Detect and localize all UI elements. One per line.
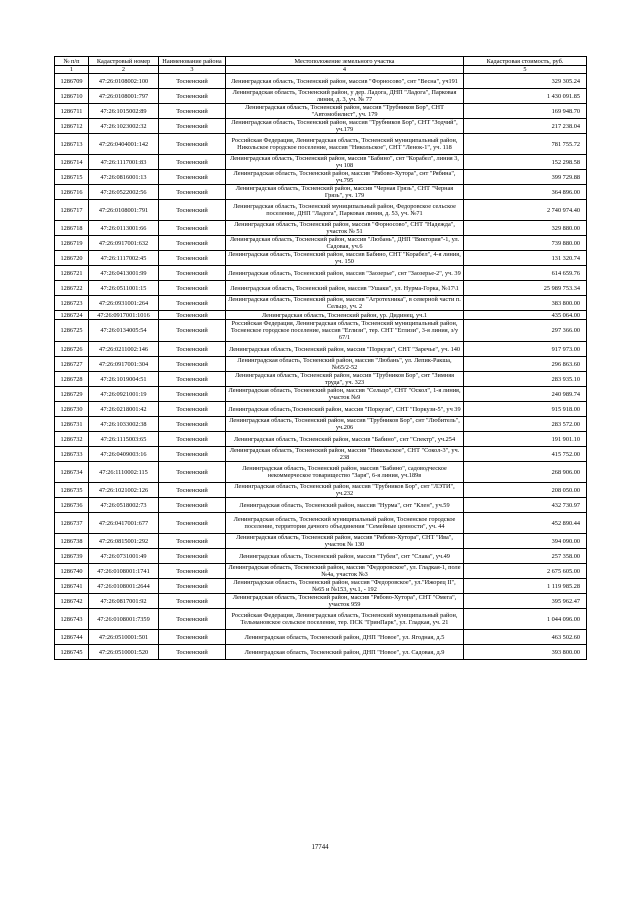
table-row (55, 549, 587, 564)
district-name: Тосненский (159, 498, 226, 513)
row-number: 1286734 (55, 462, 89, 483)
row-number: 1286725 (55, 320, 89, 342)
cadastral-cost: 257 358.00 (464, 549, 587, 564)
cadastral-number: 47:26:1023002:32 (89, 119, 159, 134)
location-address: Ленинградская область, Тосненский район, массив "Рябово-Хутора", СНТ "Омега", участок 959 (226, 594, 464, 609)
table-row (55, 155, 587, 170)
row-number: 1286709 (55, 74, 89, 89)
row-number: 1286745 (55, 645, 89, 660)
table-header-row (55, 57, 587, 66)
district-name: Тосненский (159, 462, 226, 483)
cadastral-number: 47:26:0917001:304 (89, 357, 159, 372)
row-number: 1286718 (55, 221, 89, 236)
district-name: Тосненский (159, 296, 226, 311)
district-name: Тосненский (159, 89, 226, 104)
row-number: 1286730 (55, 402, 89, 417)
row-number: 1286712 (55, 119, 89, 134)
location-address: Ленинградская область,Тосненский район, массив "Поркузи", СНТ "Поркузи-5", уч 39 (226, 402, 464, 417)
cadastral-cost: 383 800.00 (464, 296, 587, 311)
district-name: Тосненский (159, 200, 226, 221)
row-number: 1286737 (55, 513, 89, 534)
cadastral-number: 47:26:1117002:45 (89, 251, 159, 266)
location-address: Ленинградская область, Тосненский район, массив "Сельцо", СНТ "Оскол", 1-я линия, участок №9 (226, 387, 464, 402)
table-row (55, 200, 587, 221)
cadastral-number: 47:26:0404001:142 (89, 134, 159, 155)
row-number: 1286736 (55, 498, 89, 513)
table-row (55, 387, 587, 402)
cadastral-cost: 240 989.74 (464, 387, 587, 402)
location-address: Ленинградская область, Тосненский район, у дер. Ладога, ДНП "Ладога", Парковая линия, д. 3, уч. № 77 (226, 89, 464, 104)
header-cost: Кадастровая стоимость, руб. (464, 57, 587, 66)
table-row (55, 645, 587, 660)
column-number: 2 (89, 66, 159, 74)
cadastral-cost: 217 238.04 (464, 119, 587, 134)
district-name: Тосненский (159, 134, 226, 155)
header-district: Наименование района (159, 57, 226, 66)
cadastral-number: 47:26:0917001:632 (89, 236, 159, 251)
row-number: 1286726 (55, 342, 89, 357)
row-number: 1286743 (55, 609, 89, 630)
cadastral-cost: 739 880.00 (464, 236, 587, 251)
cadastral-number: 47:26:0518002:73 (89, 498, 159, 513)
location-address: Ленинградская область, Тосненский район, массив "Бабино", снт "Спектр", уч.254 (226, 432, 464, 447)
document-page (54, 56, 586, 660)
district-name: Тосненский (159, 579, 226, 594)
table-row (55, 236, 587, 251)
location-address: Ленинградская область, Тосненский район, массив "Ушаки", ул. Нурма-Горка, №17\1 (226, 281, 464, 296)
row-number: 1286733 (55, 447, 89, 462)
location-address: Ленинградская область, Тосненский район, ур. Дидинец, уч.1 (226, 311, 464, 320)
table-row (55, 462, 587, 483)
cadastral-number: 47:26:0510001:520 (89, 645, 159, 660)
row-number: 1286720 (55, 251, 89, 266)
cadastral-number: 47:26:0134005:54 (89, 320, 159, 342)
district-name: Тосненский (159, 594, 226, 609)
row-number: 1286717 (55, 200, 89, 221)
cadastral-number: 47:26:1110002:115 (89, 462, 159, 483)
cadastral-cost: 415 752.00 (464, 447, 587, 462)
row-number: 1286738 (55, 534, 89, 549)
district-name: Тосненский (159, 221, 226, 236)
cadastral-number: 47:26:0917001:1016 (89, 311, 159, 320)
location-address: Ленинградская область, Тосненский район, массив "Трубников Бор", снт "ЛЭТИ", уч.232 (226, 483, 464, 498)
district-name: Тосненский (159, 483, 226, 498)
column-number: 1 (55, 66, 89, 74)
cadastral-table (54, 56, 587, 660)
cadastral-number: 47:26:0417001:677 (89, 513, 159, 534)
location-address: Ленинградская область, Тосненский район, массив "Форносово", СНТ "Надежда", участок № 51 (226, 221, 464, 236)
cadastral-cost: 297 366.00 (464, 320, 587, 342)
row-number: 1286722 (55, 281, 89, 296)
location-address: Ленинградская область, Тосненский район, массив "Черная Грязь", СНТ "Черная Грязь", уч. 179 (226, 185, 464, 200)
cadastral-cost: 2 675 605.00 (464, 564, 587, 579)
table-row (55, 513, 587, 534)
district-name: Тосненский (159, 447, 226, 462)
row-number: 1286731 (55, 417, 89, 432)
location-address: Ленинградская область, Тосненский район, массив "Тубеи", снт "Слава", уч.49 (226, 549, 464, 564)
header-location: Местоположение земельного участка (226, 57, 464, 66)
table-row (55, 74, 587, 89)
district-name: Тосненский (159, 357, 226, 372)
cadastral-number: 47:26:1021002:126 (89, 483, 159, 498)
row-number: 1286742 (55, 594, 89, 609)
row-number: 1286716 (55, 185, 89, 200)
location-address: Ленинградская область, Тосненский район, массив "Никольское", СНТ "Сокол-3", уч. 238 (226, 447, 464, 462)
cadastral-number: 47:26:0108002:100 (89, 74, 159, 89)
table-row (55, 89, 587, 104)
cadastral-cost: 296 863.60 (464, 357, 587, 372)
location-address: Ленинградская область, Тосненский район, массив "Рябово-Хутора", снт "Рябина", уч.795 (226, 170, 464, 185)
table-row (55, 357, 587, 372)
table-row (55, 534, 587, 549)
table-row (55, 104, 587, 119)
table-row (55, 266, 587, 281)
location-address: Ленинградская область, Тосненский район, массив "Трубников Бор", СНТ "Автомобилист", уч. 179 (226, 104, 464, 119)
row-number: 1286710 (55, 89, 89, 104)
location-address: Ленинградская область, Тосненский район, массив "Федоровское", ул. Гладкая-1, поле №4а, участок №3 (226, 564, 464, 579)
cadastral-cost: 394 090.00 (464, 534, 587, 549)
table-row (55, 579, 587, 594)
cadastral-cost: 152 298.58 (464, 155, 587, 170)
location-address: Ленинградская область, Тосненский район, массив "Трубников Бор", снт "Любитель", уч.206 (226, 417, 464, 432)
cadastral-number: 47:26:0815001:292 (89, 534, 159, 549)
table-row (55, 251, 587, 266)
district-name: Тосненский (159, 513, 226, 534)
cadastral-cost: 131 320.74 (464, 251, 587, 266)
row-number: 1286728 (55, 372, 89, 387)
district-name: Тосненский (159, 387, 226, 402)
row-number: 1286723 (55, 296, 89, 311)
cadastral-cost: 329 305.24 (464, 74, 587, 89)
row-number: 1286724 (55, 311, 89, 320)
table-row (55, 134, 587, 155)
row-number: 1286729 (55, 387, 89, 402)
table-row (55, 630, 587, 645)
table-row (55, 594, 587, 609)
district-name: Тосненский (159, 417, 226, 432)
row-number: 1286727 (55, 357, 89, 372)
cadastral-cost: 781 755.72 (464, 134, 587, 155)
cadastral-number: 47:26:0113001:66 (89, 221, 159, 236)
table-row (55, 402, 587, 417)
district-name: Тосненский (159, 311, 226, 320)
cadastral-cost: 917 973.00 (464, 342, 587, 357)
column-number-row (55, 66, 587, 74)
cadastral-number: 47:26:0218001:42 (89, 402, 159, 417)
header-cadastral-number: Кадастровый номер (89, 57, 159, 66)
row-number: 1286711 (55, 104, 89, 119)
row-number: 1286715 (55, 170, 89, 185)
location-address: Ленинградская область, Тосненский район, массив "Форносово", снт "Весна", уч191 (226, 74, 464, 89)
cadastral-number: 47:26:0108001:1741 (89, 564, 159, 579)
district-name: Тосненский (159, 609, 226, 630)
cadastral-number: 47:26:0817001:92 (89, 594, 159, 609)
page-number: 17744 (311, 844, 329, 851)
cadastral-cost: 452 890.44 (464, 513, 587, 534)
location-address: Ленинградская область, Тосненский район, массив "Федоровское", ул."Ижорец II", №65 и №153, уч.1, - 192 (226, 579, 464, 594)
cadastral-number: 47:26:0511001:15 (89, 281, 159, 296)
cadastral-cost: 2 740 974.40 (464, 200, 587, 221)
district-name: Тосненский (159, 74, 226, 89)
table-row (55, 447, 587, 462)
location-address: Ленинградская область, Тосненский район, массив "Рябово-Хутора", СНТ "Ива", участок № 130 (226, 534, 464, 549)
location-address: Ленинградская область, Тосненский район, массив "Любань", ул. Лепик-Ракша, №65/2-52 (226, 357, 464, 372)
district-name: Тосненский (159, 119, 226, 134)
location-address: Ленинградская область, Тосненский район, массив "Трубников Бор", снт "Зимняя труда", уч. 323 (226, 372, 464, 387)
cadastral-number: 47:26:0409003:16 (89, 447, 159, 462)
district-name: Тосненский (159, 320, 226, 342)
table-row (55, 498, 587, 513)
cadastral-cost: 1 119 985.28 (464, 579, 587, 594)
column-number: 4 (226, 66, 464, 74)
cadastral-number: 47:26:0921001:19 (89, 387, 159, 402)
district-name: Тосненский (159, 104, 226, 119)
location-address: Ленинградская область, Тосненский район, массив "Любань", ДНП "Виктория"-1, ул. Садовая, уч.6 (226, 236, 464, 251)
district-name: Тосненский (159, 432, 226, 447)
location-address: Ленинградская область, Тосненский район, ДНП "Новое", ул. Садовая, д.9 (226, 645, 464, 660)
cadastral-cost: 169 948.70 (464, 104, 587, 119)
table-row (55, 372, 587, 387)
cadastral-cost: 283 935.10 (464, 372, 587, 387)
district-name: Тосненский (159, 630, 226, 645)
location-address: Ленинградская область, Тосненский район, массив Бабино, СНТ "Корабел", 4-я линия, уч. 150 (226, 251, 464, 266)
cadastral-cost: 1 044 096.00 (464, 609, 587, 630)
cadastral-cost: 432 730.97 (464, 498, 587, 513)
row-number: 1286741 (55, 579, 89, 594)
location-address: Российская Федерация, Ленинградская область, Тосненский муниципальный район, Никольское городское поселение, массив "Никольское", СНТ "Ленок-1", уч. 118 (226, 134, 464, 155)
row-number: 1286714 (55, 155, 89, 170)
row-number: 1286744 (55, 630, 89, 645)
district-name: Тосненский (159, 549, 226, 564)
district-name: Тосненский (159, 185, 226, 200)
table-row (55, 296, 587, 311)
cadastral-number: 47:26:0510001:501 (89, 630, 159, 645)
row-number: 1286740 (55, 564, 89, 579)
table-row (55, 564, 587, 579)
cadastral-cost: 395 962.47 (464, 594, 587, 609)
column-number: 3 (159, 66, 226, 74)
table-row (55, 320, 587, 342)
district-name: Тосненский (159, 372, 226, 387)
row-number: 1286721 (55, 266, 89, 281)
location-address: Ленинградская область, Тосненский муниципальный район, Федоровское сельское поселение, ДНП "Ладога", Парковая линия, д. 53, уч. №71 (226, 200, 464, 221)
cadastral-cost: 329 880.00 (464, 221, 587, 236)
cadastral-number: 47:26:0108001:7359 (89, 609, 159, 630)
table-row (55, 311, 587, 320)
table-row (55, 483, 587, 498)
location-address: Ленинградская область, Тосненский район, массив "Нурма", снт "Клен", уч.59 (226, 498, 464, 513)
cadastral-cost: 364 896.00 (464, 185, 587, 200)
table-row (55, 432, 587, 447)
cadastral-cost: 435 064.00 (464, 311, 587, 320)
district-name: Тосненский (159, 251, 226, 266)
cadastral-cost: 268 906.00 (464, 462, 587, 483)
cadastral-cost: 399 729.88 (464, 170, 587, 185)
district-name: Тосненский (159, 402, 226, 417)
cadastral-number: 47:26:0931001:264 (89, 296, 159, 311)
cadastral-number: 47:26:0413001:99 (89, 266, 159, 281)
table-row (55, 221, 587, 236)
table-row (55, 185, 587, 200)
cadastral-cost: 393 800.00 (464, 645, 587, 660)
location-address: Ленинградская область, Тосненский район, массив "Поркузи", СНТ "Заречье", уч. 140 (226, 342, 464, 357)
table-row (55, 170, 587, 185)
cadastral-number: 47:26:0108001:797 (89, 89, 159, 104)
table-row (55, 609, 587, 630)
cadastral-cost: 614 659.76 (464, 266, 587, 281)
row-number: 1286719 (55, 236, 89, 251)
district-name: Тосненский (159, 342, 226, 357)
district-name: Тосненский (159, 236, 226, 251)
district-name: Тосненский (159, 281, 226, 296)
header-number: № п/п (55, 57, 89, 66)
table-row (55, 342, 587, 357)
cadastral-number: 47:26:0211002:146 (89, 342, 159, 357)
cadastral-number: 47:26:1033002:38 (89, 417, 159, 432)
cadastral-cost: 1 430 091.85 (464, 89, 587, 104)
cadastral-number: 47:26:0108001:791 (89, 200, 159, 221)
location-address: Ленинградская область, Тосненский район, массив "Трубников Бор", СНТ "Зодчий", уч.179 (226, 119, 464, 134)
cadastral-cost: 208 050.00 (464, 483, 587, 498)
cadastral-number: 47:26:1115003:65 (89, 432, 159, 447)
location-address: Российская Федерация, Ленинградская область, Тосненский муниципальный район, Тосненское городское поселение, массив "Еглизи", тер. СНТ "Еглизи", 3-я линия, з/у 67/1 (226, 320, 464, 342)
cadastral-cost: 191 901.10 (464, 432, 587, 447)
cadastral-number: 47:26:0108001:2644 (89, 579, 159, 594)
row-number: 1286732 (55, 432, 89, 447)
row-number: 1286735 (55, 483, 89, 498)
cadastral-cost: 283 572.00 (464, 417, 587, 432)
cadastral-number: 47:26:1015002:89 (89, 104, 159, 119)
district-name: Тосненский (159, 170, 226, 185)
cadastral-number: 47:26:1019004:51 (89, 372, 159, 387)
table-row (55, 281, 587, 296)
location-address: Ленинградская область, Тосненский муниципальный район, Тосненское городское поселение, территория дачного объединения "Семейные ценности", уч. 44 (226, 513, 464, 534)
table-row (55, 417, 587, 432)
cadastral-number: 47:26:1117001:83 (89, 155, 159, 170)
table-row (55, 119, 587, 134)
row-number: 1286713 (55, 134, 89, 155)
location-address: Ленинградская область, Тосненский район, массив "Бабино", снт "Корабел", линия 3, уч 108 (226, 155, 464, 170)
district-name: Тосненский (159, 155, 226, 170)
district-name: Тосненский (159, 534, 226, 549)
cadastral-number: 47:26:0816001:13 (89, 170, 159, 185)
cadastral-cost: 915 918.00 (464, 402, 587, 417)
row-number: 1286739 (55, 549, 89, 564)
location-address: Ленинградская область, Тосненский район, массив "Заозерье", снт "Заозерье-2", уч. 39 (226, 266, 464, 281)
district-name: Тосненский (159, 266, 226, 281)
cadastral-number: 47:26:0522002:56 (89, 185, 159, 200)
district-name: Тосненский (159, 564, 226, 579)
location-address: Российская Федерация, Ленинградская область, Тосненский муниципальный район, Тельмановское сельское поселение, тер. ПСК "ГринПарк", ул. Гладкая, уч. 21 (226, 609, 464, 630)
location-address: Ленинградская область, Тосненский район, массив "Бабино", садоводческое некоммерческое товарищество "Заря", 6-я линия, уч.189в (226, 462, 464, 483)
cadastral-cost: 463 502.60 (464, 630, 587, 645)
cadastral-number: 47:26:0731001:49 (89, 549, 159, 564)
column-number: 5 (464, 66, 587, 74)
cadastral-cost: 25 989 753.34 (464, 281, 587, 296)
location-address: Ленинградская область, Тосненский район, ДНП "Новое", ул. Ягодная, д.5 (226, 630, 464, 645)
district-name: Тосненский (159, 645, 226, 660)
location-address: Ленинградская область, Тосненский район, массив "Агротехника", в северной части п. Сельцо, уч. 2 (226, 296, 464, 311)
